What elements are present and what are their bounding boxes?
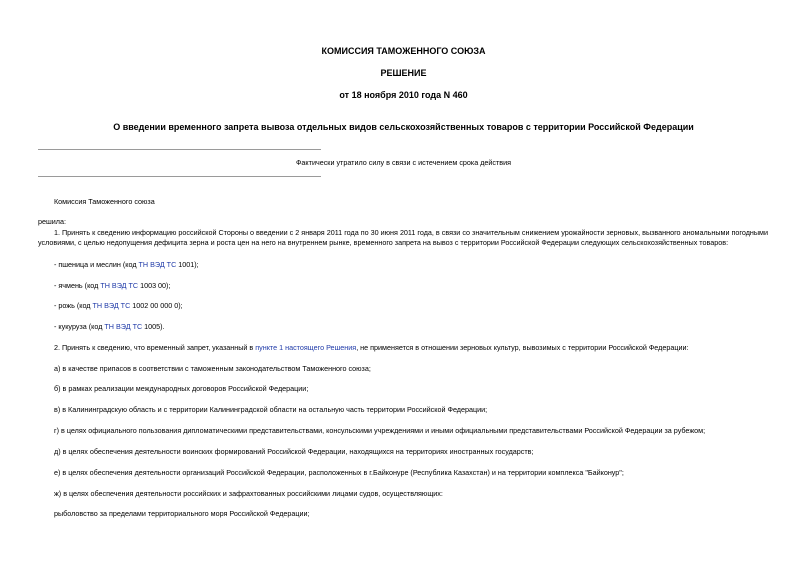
intro-text: Комиссия Таможенного союза	[54, 197, 155, 206]
divider-top	[38, 149, 321, 150]
status-note: Фактически утратило силу в связи с истечением срока действия	[295, 158, 512, 167]
exception-item: ж) в целях обеспечения деятельности российских и зафрахтованных российскими лицами судов, осуществляющих:	[54, 489, 443, 498]
exception-item: б) в рамках реализации международных договоров Российской Федерации;	[54, 384, 309, 393]
item-code: 1005).	[142, 322, 165, 331]
tn-ved-link[interactable]: ТН ВЭД ТС	[138, 260, 177, 269]
list-item	[54, 281, 170, 291]
item-text: - пшеница и меслин (код	[54, 260, 139, 269]
decided-text: решила:	[38, 217, 66, 226]
exception-item: г) в целях официального пользования дипломатическими представительствами, консульскими учреждениями и иными официальными представительствами Российской Федерации за рубежом;	[54, 426, 706, 435]
list-item	[54, 260, 199, 270]
org-name: КОМИССИЯ ТАМОЖЕННОГО СОЮЗА	[321, 46, 486, 56]
item-code: 1003 00);	[138, 281, 171, 290]
exception-item: в) в Калининградскую область и с территории Калининградской области на остальную часть территории Российской Федерации;	[54, 405, 488, 414]
paragraph-1: 1. Принять к сведению информацию российской Стороны о введении с 2 января 2011 года по 30 июня 2011 года, в связи со значительным снижением урожайности зерновых, вызванного аномальными погодными условиями, с целью недопущения дефицита зерна и роста цен на него на внутреннем рынке, временного запрета на вывоз с территории Российской Федерации следующих сельскохозяйственных товаров:	[38, 228, 768, 247]
tn-ved-link[interactable]: ТН ВЭД ТС	[92, 301, 131, 310]
tn-ved-link[interactable]: ТН ВЭД ТС	[100, 281, 139, 290]
list-item	[54, 322, 165, 332]
doc-type: РЕШЕНИЕ	[380, 68, 427, 78]
paragraph-1-link[interactable]: пункте 1 настоящего Решения	[255, 343, 357, 352]
list-item	[54, 301, 183, 311]
item-text: - рожь (код	[54, 301, 93, 310]
divider-bottom	[38, 176, 321, 177]
item-code: 1001);	[176, 260, 199, 269]
p2-text-end: , не применяется в отношении зерновых культур, вывозимых с территории Российской Федерации:	[356, 343, 689, 352]
item-text: - ячмень (код	[54, 281, 101, 290]
exception-item: д) в целях обеспечения деятельности воинских формирований Российской Федерации, находящихся на территориях иностранных государств;	[54, 447, 534, 456]
doc-title: О введении временного запрета вывоза отдельных видов сельскохозяйственных товаров с территории Российской Федерации	[113, 122, 694, 132]
exception-item: рыболовство за пределами территориального моря Российской Федерации;	[54, 509, 310, 518]
exception-item: е) в целях обеспечения деятельности организаций Российской Федерации, расположенных в г.Байконуре (Республика Казахстан) и на территории комплекса "Байконур";	[54, 468, 624, 477]
p2-text-start: 2. Принять к сведению, что временный запрет, указанный в	[54, 343, 256, 352]
item-text: - кукуруза (код	[54, 322, 105, 331]
tn-ved-link[interactable]: ТН ВЭД ТС	[104, 322, 143, 331]
exception-item: а) в качестве припасов в соответствии с таможенным законодательством Таможенного союза;	[54, 364, 371, 373]
doc-date: от 18 ноября 2010 года N 460	[339, 90, 468, 100]
item-code: 1002 00 000 0);	[130, 301, 183, 310]
paragraph-2	[54, 343, 688, 353]
